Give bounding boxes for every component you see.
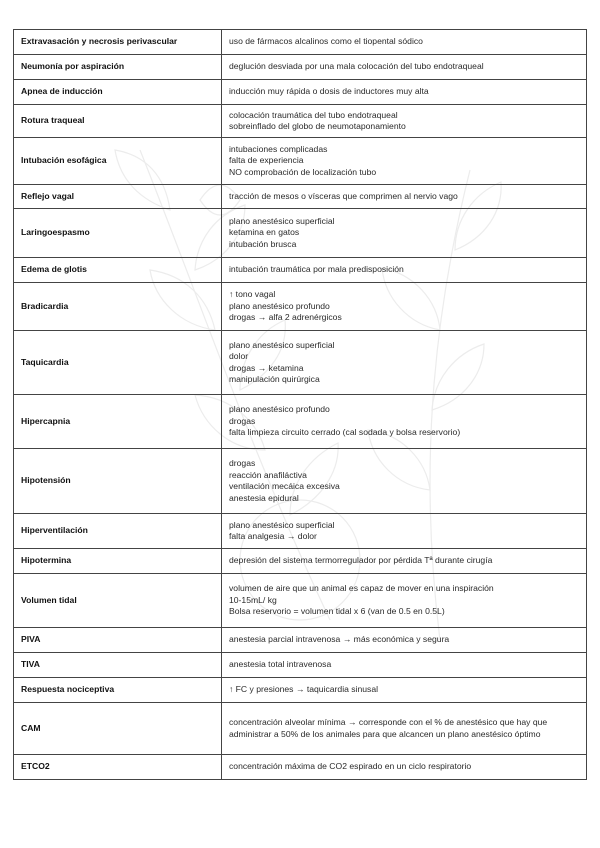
table-row <box>14 574 587 628</box>
description-cell <box>222 703 587 755</box>
description-line: Bolsa reservorio = volumen tidal x 6 (van de 0.5 en 0.5L) <box>229 606 445 617</box>
description-line: drogas → ketamina <box>229 362 304 373</box>
table-row <box>14 703 587 755</box>
description-line: tracción de mesos o vísceras que comprimen al nervio vago <box>229 190 458 201</box>
description-cell <box>222 30 587 55</box>
table-row <box>14 514 587 549</box>
description-line: intubación traumática por mala predisposición <box>229 264 404 275</box>
term-cell: Volumen tidal <box>14 574 222 628</box>
description-cell <box>222 678 587 703</box>
description-cell <box>222 628 587 653</box>
description-line: plano anestésico profundo <box>229 300 330 311</box>
description-line: plano anestésico superficial <box>229 519 335 530</box>
description-line: concentración máxima de CO2 espirado en un ciclo respiratorio <box>229 761 472 772</box>
description-line: inducción muy rápida o dosis de inductores muy alta <box>229 86 429 97</box>
description-line: anestesia parcial intravenosa → más económica y segura <box>229 634 450 645</box>
description-cell <box>222 283 587 331</box>
table-row <box>14 653 587 678</box>
table-row <box>14 331 587 395</box>
description-line: concentración alveolar mínima → corresponde con el % de anestésico que hay que administrar a 50% de los animales para que alcancen un plano anestésico óptimo <box>229 717 548 739</box>
description-line: ketamina en gatos <box>229 227 300 238</box>
description-line: drogas → alfa 2 adrenérgicos <box>229 312 342 323</box>
description-line: depresión del sistema termorregulador por pérdida Tª durante cirugía <box>229 555 493 566</box>
term-cell: PIVA <box>14 628 222 653</box>
description-cell <box>222 574 587 628</box>
description-line: ventilación mecáica excesiva <box>229 481 340 491</box>
description-line: colocación traumática del tubo endotraqueal <box>229 109 398 120</box>
term-cell: Respuesta nociceptiva <box>14 678 222 703</box>
term-cell: Extravasación y necrosis perivascular <box>14 30 222 55</box>
table-row <box>14 80 587 105</box>
description-line: drogas <box>229 415 256 426</box>
table-row <box>14 283 587 331</box>
description-cell <box>222 514 587 549</box>
description-line: ↑ FC y presiones → taquicardia sinusal <box>229 684 379 695</box>
term-cell: Taquicardia <box>14 331 222 395</box>
description-line: anestesia epidural <box>229 492 299 503</box>
description-line: anestesia total intravenosa <box>229 659 332 670</box>
description-line: falta limpieza circuito cerrado (cal sodada y bolsa reservorio) <box>229 427 461 438</box>
description-line: falta de experiencia <box>229 155 304 166</box>
description-cell <box>222 55 587 80</box>
description-cell <box>222 209 587 258</box>
table-row <box>14 678 587 703</box>
description-line: drogas <box>229 458 256 468</box>
description-line: plano anestésico superficial <box>229 215 335 226</box>
term-cell: Neumonía por aspiración <box>14 55 222 80</box>
description-cell <box>222 80 587 105</box>
description-line: plano anestésico profundo <box>229 404 330 415</box>
description-line: intubaciones complicadas <box>229 143 328 154</box>
description-cell <box>222 395 587 449</box>
term-cell: Intubación esofágica <box>14 138 222 185</box>
table-row <box>14 395 587 449</box>
description-cell <box>222 653 587 678</box>
table-row <box>14 628 587 653</box>
description-cell <box>222 549 587 574</box>
description-line: 10-15mL/ kg <box>229 594 277 605</box>
description-cell <box>222 185 587 209</box>
term-cell: TIVA <box>14 653 222 678</box>
description-cell <box>222 258 587 283</box>
term-cell: Hipotensión <box>14 449 222 514</box>
description-cell <box>222 105 587 138</box>
description-line: NO comprobación de localización tubo <box>229 166 377 177</box>
description-line: reacción anafiláctiva <box>229 469 307 480</box>
term-cell: ETCO2 <box>14 755 222 780</box>
table-row <box>14 449 587 514</box>
description-line: ↑ tono vagal <box>229 289 276 300</box>
table-row <box>14 55 587 80</box>
description-cell <box>222 331 587 395</box>
table-row <box>14 30 587 55</box>
description-line: dolor <box>229 351 249 361</box>
term-cell: Edema de glotis <box>14 258 222 283</box>
term-cell: CAM <box>14 703 222 755</box>
description-line: deglución desviada por una mala colocación del tubo endotraqueal <box>229 61 484 72</box>
term-cell: Hipotermina <box>14 549 222 574</box>
table-row <box>14 138 587 185</box>
term-cell: Bradicardia <box>14 283 222 331</box>
description-line: manipulación quirúrgica <box>229 374 320 384</box>
term-cell: Apnea de inducción <box>14 80 222 105</box>
term-cell: Reflejo vagal <box>14 185 222 209</box>
description-line: uso de fármacos alcalinos como el tiopental sódico <box>229 36 423 47</box>
term-cell: Rotura traqueal <box>14 105 222 138</box>
description-cell <box>222 755 587 780</box>
description-cell <box>222 449 587 514</box>
term-cell: Laringoespasmo <box>14 209 222 258</box>
description-line: falta analgesia → dolor <box>229 531 317 541</box>
table-row <box>14 209 587 258</box>
term-cell: Hipercapnia <box>14 395 222 449</box>
complications-table <box>13 29 587 780</box>
description-line: plano anestésico superficial <box>229 339 335 350</box>
table-row <box>14 755 587 780</box>
description-line: sobreinflado del globo de neumotaponamiento <box>229 121 406 131</box>
description-cell <box>222 138 587 185</box>
table-row <box>14 258 587 283</box>
description-line: volumen de aire que un animal es capaz de mover en una inspiración <box>229 583 494 594</box>
term-cell: Hiperventilación <box>14 514 222 549</box>
table-row <box>14 185 587 209</box>
table-row <box>14 105 587 138</box>
description-line: intubación brusca <box>229 238 297 249</box>
table-row <box>14 549 587 574</box>
